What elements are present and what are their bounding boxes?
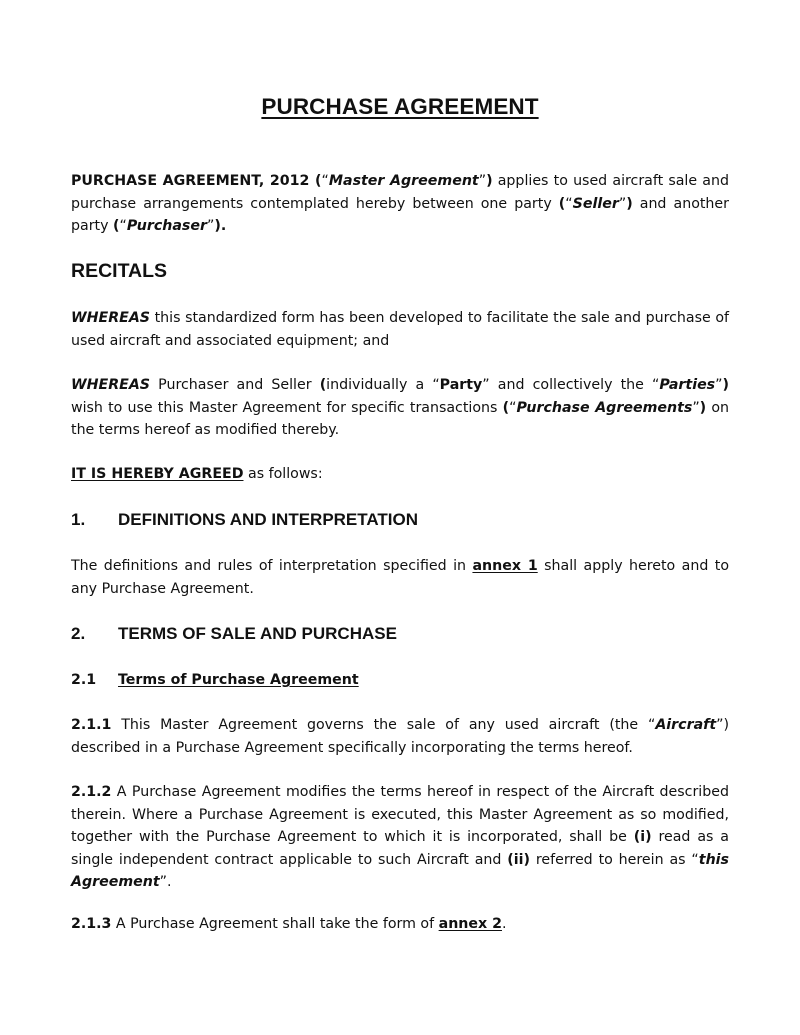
whereas-2-text-1: Purchaser and Seller <box>150 377 320 393</box>
clause-2-1-1-aircraft: Aircraft <box>655 717 717 733</box>
agreed-text: as follows: <box>243 466 323 482</box>
section-1-paragraph <box>71 555 729 600</box>
section-1-heading <box>71 510 418 530</box>
whereas-2-text-4: wish to use this Master Agreement for specific transactions <box>71 399 503 416</box>
clause-2-1-2-text-4: ”. <box>159 874 172 890</box>
clause-2-1-2-ii: (ii) <box>507 851 530 868</box>
intro-paragraph: PURCHASE AGREEMENT, 2012 (“Master Agreement”) applies to used aircraft sale and purchase arrangements contemplated hereby between one party (“Seller”) and another party (“Purchaser”). <box>71 173 729 234</box>
clause-2-1-1 <box>71 714 729 759</box>
whereas-paragraph-2: WHEREAS Purchaser and Seller (individually a “Party” and collectively the “Parties”) wish to use this Master Agreement for specific transactions (“Purchase Agreements”) on the terms hereof as modified thereby. <box>71 377 729 438</box>
clause-2-1-2-text-1: A Purchase Agreement modifies the terms hereof in respect of the Aircraft described therein. Where a Purchase Agreement is executed, this Master Agreement as so modified, together with the Purchase Agreement to which it is incorporated, shall be <box>71 784 729 845</box>
section-1-text-1: The definitions and rules of interpretation specified in <box>71 558 473 574</box>
section-1-number: 1. <box>71 510 86 529</box>
clause-2-1-3-text-1: A Purchase Agreement shall take the form of <box>111 916 439 932</box>
subsection-2-1-number: 2.1 <box>71 672 97 688</box>
whereas-2-parties: Parties <box>659 377 716 393</box>
whereas-paragraph-1 <box>71 307 729 352</box>
clause-2-1-2-number: 2.1.2 <box>71 784 112 800</box>
whereas-2-text-2: individually a “ <box>326 377 440 393</box>
clause-2-1-3-text-2: . <box>501 916 507 932</box>
agreed-lead: IT IS HEREBY AGREED <box>71 466 244 482</box>
annex-2-link: annex 2 <box>438 916 502 932</box>
clause-2-1-1-text-2: ”) described in a Purchase Agreement specifically incorporating the terms hereof. <box>71 717 729 756</box>
clause-2-1-2-this-agreement: this Agreement <box>71 851 729 890</box>
clause-2-1-1-number: 2.1.1 <box>71 717 112 733</box>
whereas-2-purchase-agreements: Purchase Agreements <box>516 399 693 416</box>
recitals-heading: RECITALS <box>71 260 168 282</box>
clause-2-1-2 <box>71 781 729 894</box>
whereas-2-text-3: ” and collectively the “ <box>482 377 660 393</box>
intro-text-2: and another party <box>71 195 729 234</box>
section-2-heading <box>71 624 397 644</box>
section-2-number: 2. <box>71 624 86 643</box>
intro-lead: PURCHASE AGREEMENT, 2012 <box>71 173 310 189</box>
subsection-2-1-title: Terms of Purchase Agreement <box>118 672 359 688</box>
document-title: PURCHASE AGREEMENT <box>261 94 539 119</box>
clause-2-1-2-i: (i) <box>633 829 652 845</box>
agreed-paragraph <box>71 463 729 486</box>
intro-text-1: applies to used aircraft sale and purchase arrangements contemplated hereby between one party <box>71 173 729 212</box>
section-1-title: DEFINITIONS AND INTERPRETATION <box>118 510 419 529</box>
annex-1-link: annex 1 <box>472 558 538 574</box>
clause-2-1-3 <box>71 913 729 936</box>
subsection-2-1-heading <box>71 672 359 688</box>
intro-seller: Seller <box>572 195 619 212</box>
clause-2-1-1-text-1: This Master Agreement governs the sale of any used aircraft (the “ <box>111 717 656 733</box>
section-2-title: TERMS OF SALE AND PURCHASE <box>118 624 397 643</box>
whereas-1-text: this standardized form has been developed to facilitate the sale and purchase of used aircraft and associated equipment; and <box>71 310 729 349</box>
clause-2-1-2-text-3: referred to herein as “ <box>530 851 699 868</box>
whereas-1-lead: WHEREAS <box>71 310 151 326</box>
whereas-2-party: Party <box>439 377 483 393</box>
section-1-text-2: shall apply hereto and to any Purchase Agreement. <box>71 558 730 597</box>
intro-purchaser: Purchaser <box>126 218 207 234</box>
clause-2-1-3-number: 2.1.3 <box>71 916 112 932</box>
clause-2-1-2-text-2: read as a single independent contract applicable to such Aircraft and <box>71 829 729 868</box>
intro-master-agreement: Master Agreement <box>328 173 479 189</box>
whereas-2-lead: WHEREAS <box>71 377 151 393</box>
whereas-2-text-5: on the terms hereof as modified thereby. <box>71 399 729 438</box>
